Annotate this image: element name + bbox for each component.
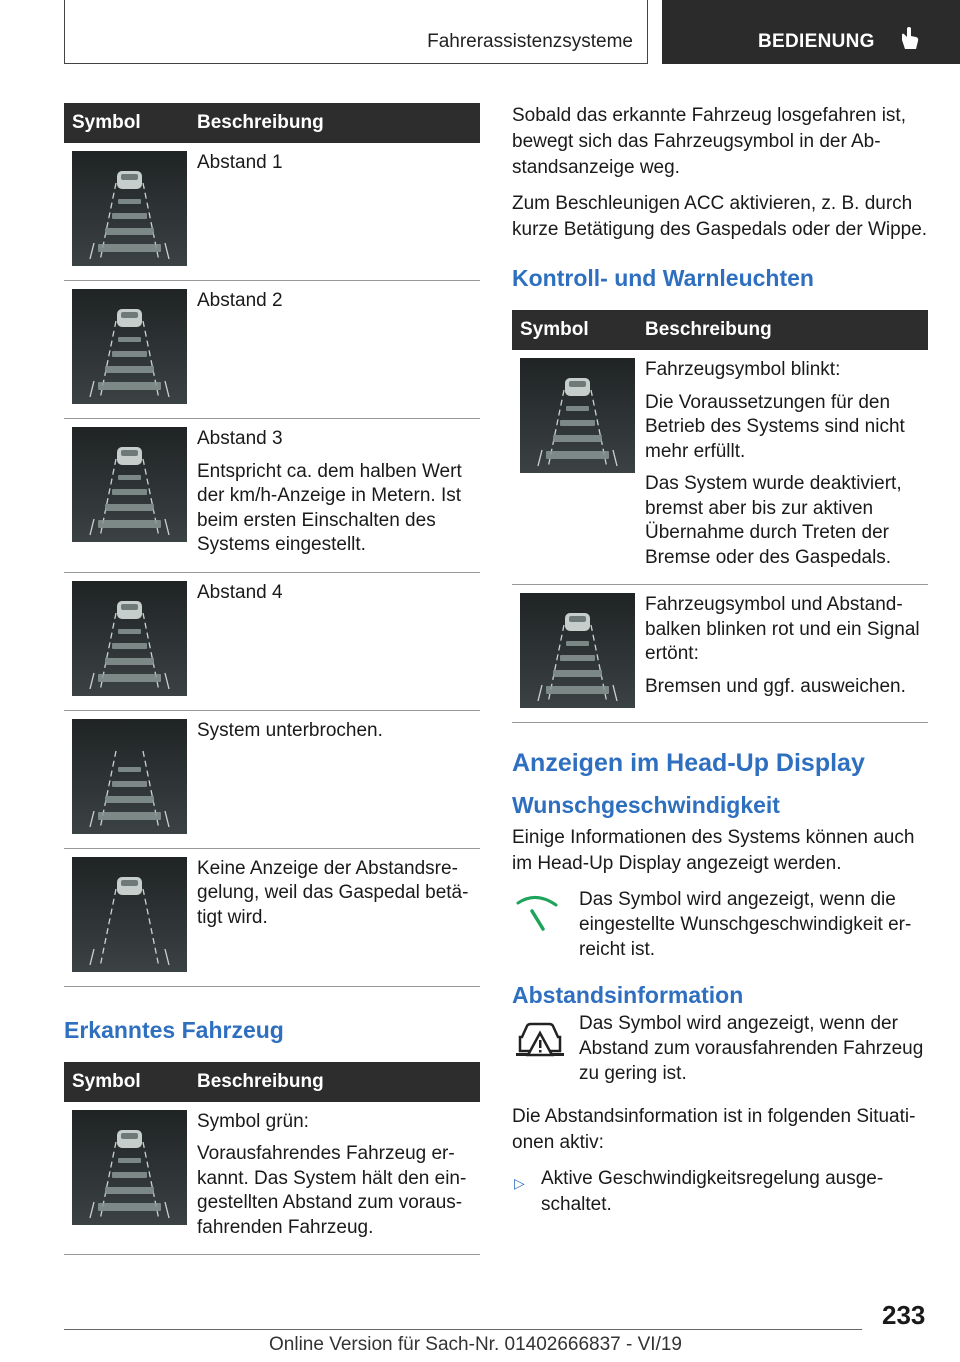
table-row [64,419,480,573]
distance-symbol-row [512,1011,928,1086]
col-description-header: Beschreibung [187,103,480,143]
symbol-cell [512,350,635,585]
distance-table [64,103,480,987]
description-text: Keine Anzeige der Abstandsregelung, weil das Gaspedal betätigt wird. [197,857,469,928]
speed-intro: Einige Informationen des Systems können auch im Head-Up Display angezeigt werden. [512,827,915,874]
description-cell [635,585,928,723]
header-section-title: Fahrerassistenzsysteme [427,31,633,52]
warning-heading: Kontroll- und Warnleuchten [512,265,814,291]
description-cell [187,572,480,710]
distance-display-icon [72,857,187,972]
footer-divider [64,1329,862,1330]
distance-display-icon [72,289,187,404]
distance-display-icon [72,427,187,542]
table-row [64,572,480,710]
speed-arc-icon [514,893,564,933]
distance-symbol-text: Das Symbol wird angezeigt, wenn der Abstand zum vorausfahrenden Fahrzeug zu gering ist. [579,1013,924,1084]
right-column [512,103,928,1218]
description-text: Abstand 1 [197,152,283,173]
col-symbol-header: Symbol [512,310,635,350]
table-row [64,281,480,419]
distance-info-heading: Abstandsinformation [512,982,744,1008]
table-row [64,1102,480,1255]
col-description-header: Beschreibung [635,310,928,350]
table-row [64,710,480,848]
description-cell [187,419,480,573]
recognized-table [64,1062,480,1256]
hud-heading: Anzeigen im Head-Up Display [512,749,865,777]
description-text: Abstand 4 [197,581,283,603]
hand-pointer-icon [896,26,922,52]
page-number: 233 [882,1300,926,1330]
recognized-table-body [64,1102,480,1255]
symbol-cell [64,1102,187,1255]
triangle-bullet-icon: ▷ [514,1175,525,1191]
header-chapter-title: BEDIENUNG [758,31,875,52]
description-text: Fahrzeugsymbol blinkt: [645,359,841,380]
col-description-header: Beschreibung [187,1062,480,1102]
symbol-cell [64,572,187,710]
distance-display-icon [72,719,187,834]
header-chapter-box [662,0,960,64]
symbol-cell [64,710,187,848]
table-row [64,143,480,281]
distance-display-icon [72,581,187,696]
left-column [64,103,480,1255]
speed-symbol-row [512,887,928,962]
warning-table [512,310,928,723]
description-text: Symbol grün: [197,1110,309,1132]
active-intro: Die Abstandsinformation ist in folgenden Situationen aktiv: [512,1106,916,1153]
symbol-cell [64,143,187,281]
description-cell [187,143,480,281]
distance-display-icon [72,151,187,266]
symbol-cell [64,848,187,986]
list-item [512,1166,928,1218]
distance-warning-icon [514,1017,566,1061]
symbol-cell [64,281,187,419]
description-cell [635,350,928,585]
col-symbol-header: Symbol [64,103,187,143]
description-cell [187,710,480,848]
description-text: Bremsen und ggf. ausweichen. [645,675,906,697]
description-text: Die Voraussetzungen für den Betrieb des Systems sind nicht mehr erfüllt. [645,391,905,462]
description-text: Abstand 3 [197,428,283,449]
description-text: Abstand 2 [197,290,283,311]
description-text: Entspricht ca. dem halben Wert der km/h-Anzeige in Metern. Ist beim ersten Einschalten des Systems eingestellt. [197,460,462,555]
description-cell [187,848,480,986]
distance-display-icon [520,593,635,708]
warning-table-body [512,350,928,723]
distance-display-icon [520,358,635,473]
symbol-cell [64,419,187,573]
footer-text: Online Version für Sach-Nr. 01402666837 - VI/19 [269,1334,682,1355]
description-text: Fahrzeugsymbol und Abstandbalken blinken rot und ein Signal ertönt: [645,594,920,664]
description-cell [187,281,480,419]
speed-heading: Wunschgeschwindigkeit [512,792,780,818]
list-item-text: Aktive Geschwindigkeitsregelung ausgeschaltet. [541,1168,884,1215]
description-cell [187,1102,480,1255]
intro-paragraph: Zum Beschleunigen ACC aktivieren, z. B. durch kurze Betätigung des Gaspedals oder der Wippe. [512,193,928,240]
description-text: Das System wurde deaktiviert, bremst aber bis zur aktiven Übernahme durch Treten der Bremse oder des Gaspedals. [645,473,902,568]
table-row [64,848,480,986]
description-text: System unterbrochen. [197,719,383,741]
speed-symbol-text: Das Symbol wird angezeigt, wenn die eingestellte Wunschgeschwindigkeit erreicht ist. [579,889,912,960]
intro-paragraph: Sobald das erkannte Fahrzeug losgefahren ist, bewegt sich das Fahrzeugsymbol in der Abstandsanzeige weg. [512,105,906,178]
distance-display-icon [72,1110,187,1225]
header-section-box [64,0,648,64]
distance-table-body [64,143,480,986]
table-row [512,350,928,585]
symbol-cell [512,585,635,723]
recognized-heading: Erkanntes Fahrzeug [64,1016,284,1043]
table-row [512,585,928,723]
col-symbol-header: Symbol [64,1062,187,1102]
description-text: Vorausfahrendes Fahrzeug erkannt. Das System hält den eingestellten Abstand zum vorausfahrenden Fahrzeug. [197,1143,467,1238]
